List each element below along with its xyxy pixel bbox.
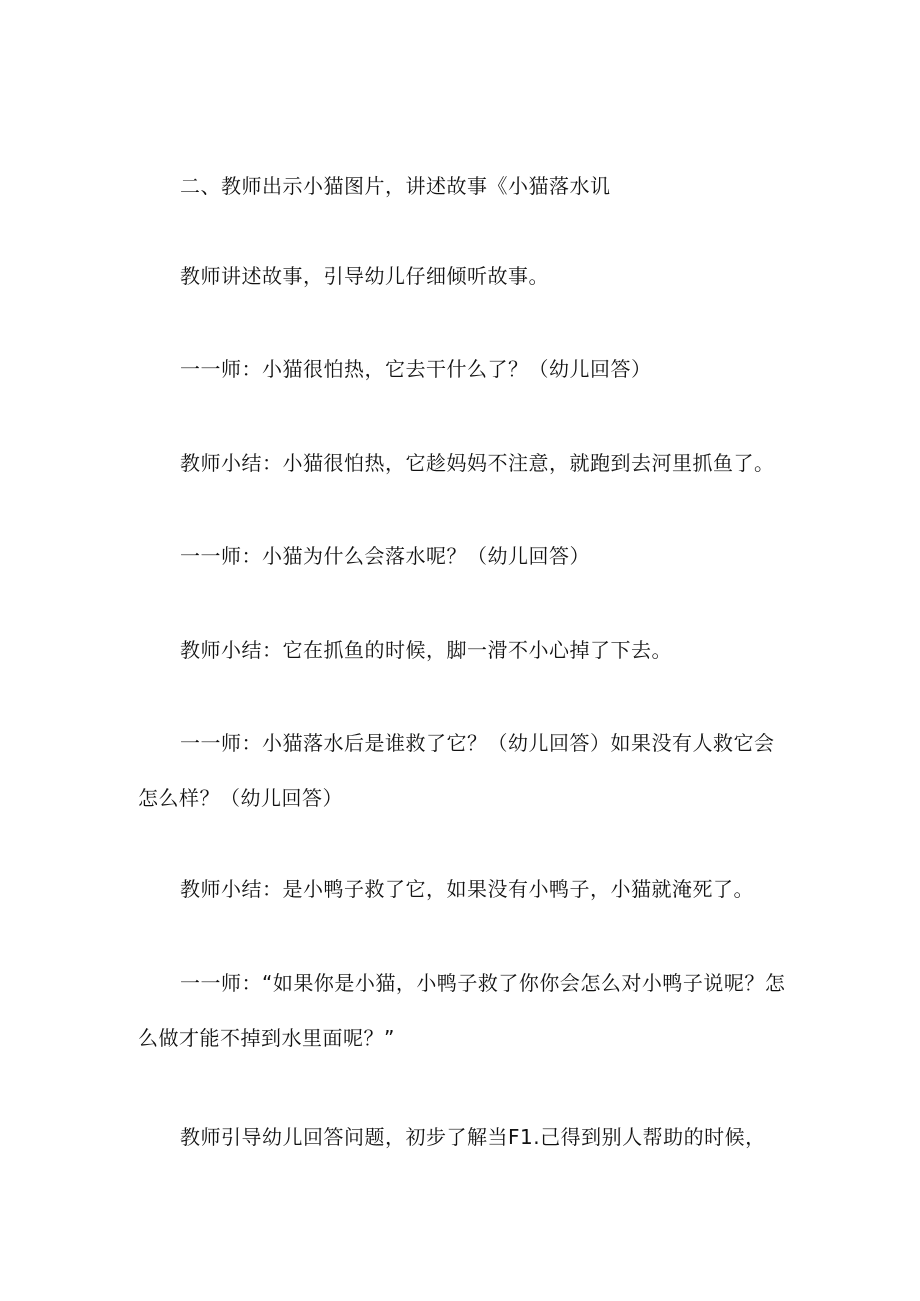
paragraph-question-why-fell: 一一师：小猫为什么会落水呢？（幼儿回答） <box>180 544 590 568</box>
paragraph-question-if-you-were: 一一师：“如果你是小猫，小鸭子救了你你会怎么对小鸭子说呢？怎 <box>180 971 786 995</box>
paragraph-question-who-saved-cont: 怎么样？（幼儿回答） <box>138 786 343 810</box>
paragraph-teacher-tells-story: 教师讲述故事，引导幼儿仔细倾听故事。 <box>180 264 549 288</box>
paragraph-question-if-you-were-cont: 么做才能不掉到水里面呢？” <box>138 1026 395 1050</box>
paragraph-summary-slipped: 教师小结：它在抓鱼的时候，脚一滑不小心掉了下去。 <box>180 638 672 662</box>
paragraph-teacher-guides: 教师引导幼儿回答问题，初步了解当F1.己得到别人帮助的时候， <box>180 1125 766 1149</box>
paragraph-question-who-saved: 一一师：小猫落水后是谁救了它？（幼儿回答）如果没有人救它会 <box>180 731 775 755</box>
paragraph-heading-story: 二、教师出示小猫图片，讲述故事《小猫落水讥 <box>180 174 611 198</box>
paragraph-question-afraid-of-heat: 一一师：小猫很怕热，它去干什么了？（幼儿回答） <box>180 357 652 381</box>
paragraph-summary-fishing: 教师小结：小猫很怕热，它趁妈妈不注意，就跑到去河里抓鱼了。 <box>180 451 775 475</box>
paragraph-summary-duckling: 教师小结：是小鸭子救了它，如果没有小鸭子，小猫就淹死了。 <box>180 877 754 901</box>
